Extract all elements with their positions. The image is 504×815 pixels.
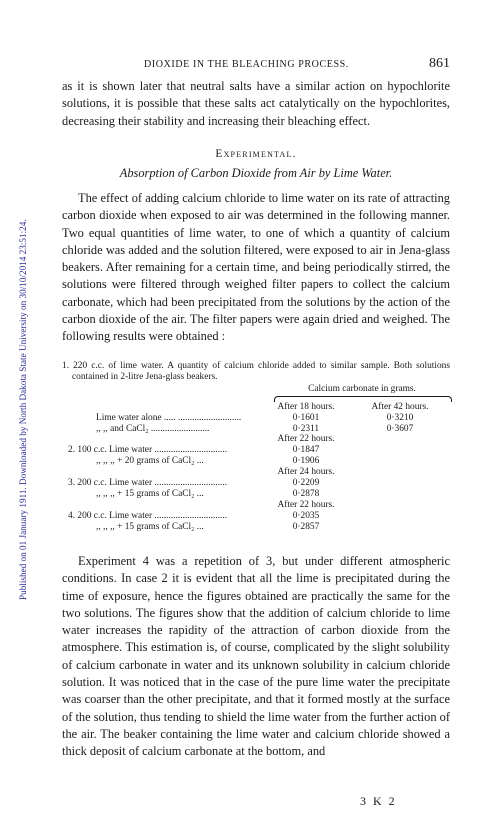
- signature-mark: 3 K 2: [360, 794, 397, 808]
- row-label: 3. 200 c.c. Lime water ...............................: [68, 477, 228, 488]
- row-label: 4. 200 c.c. Lime water ...............................: [68, 510, 228, 521]
- running-head: [62, 56, 450, 72]
- row-label: ,, ,, and CaCl₂ .........................: [96, 423, 210, 434]
- paragraph-3: Experiment 4 was a repetition of 3, but under different atmospheric conditions. In case 2 it is evident that all the lime is precipitated during the time of exposure, hence the figures obtained are practically the same for the two solutions. The figures show that the addition of calcium chloride to lime water increases the rapidity of the attraction of carbon dioxide from the atmosphere. This estimation is, of course, complicated by the slight solubility of calcium carbonate in water and its unknown solubility in calcium chloride solution. It was noticed that in the case of the pure lime water the precipitate was coarser than the other precipitate, and that it formed mostly at the surface of the solution, thus tending to shield the lime water from the further action of the air. The beaker containing the lime water and calcium chloride showed a thick deposit of calcium carbonate at the bottom, and: [62, 554, 450, 759]
- row-value: 0·2311: [292, 423, 320, 434]
- download-margin-note: [6, 80, 28, 600]
- row-value: 0·1847: [292, 445, 320, 456]
- row-value: 0·2878: [292, 488, 320, 499]
- row-label: ,, ,, ,, + 15 grams of CaCl₂ ...: [96, 488, 204, 499]
- table-row: [62, 424, 450, 435]
- row-label: ,, ,, ,, + 20 grams of CaCl₂ ...: [96, 456, 204, 467]
- section-heading: Experimental.: [215, 148, 297, 160]
- table-row: [62, 511, 450, 522]
- table-row: [62, 489, 450, 500]
- col1-period: After 18 hours.: [277, 401, 335, 412]
- row-label: Lime water alone ..... ...........................: [96, 412, 242, 423]
- unit-heading: Calcium carbonate in grams.: [308, 383, 416, 394]
- subheading: Absorption of Carbon Dioxide from Air by Lime Water.: [119, 166, 393, 180]
- exp4-period: After 22 hours.: [277, 499, 335, 510]
- paragraph-1: as it is shown later that neutral salts have a similar action on hypochlorite solutions, it is possible that these salts act catalytically on the hypochlorites, decreasing their stability and increasing their bleaching effect.: [62, 79, 450, 128]
- table-row: [62, 413, 450, 424]
- col2-period: After 42 hours.: [371, 401, 429, 412]
- row-value: 0·2035: [292, 510, 320, 521]
- table-row: [62, 478, 450, 489]
- exp3-period: After 24 hours.: [277, 467, 335, 478]
- page-number: 861: [429, 56, 450, 71]
- row-label: ,, ,, ,, + 15 grams of CaCl₂ ...: [96, 521, 204, 532]
- row-value: 0·1906: [292, 456, 320, 467]
- row-label: 2. 100 c.c. Lime water ...............................: [68, 445, 228, 456]
- results-table: [62, 361, 450, 532]
- table-row: [62, 456, 450, 467]
- row-value: 0·3210: [386, 412, 414, 423]
- row-value: 0·2209: [292, 477, 320, 488]
- table-row: [62, 445, 450, 456]
- row-value: 0·1601: [292, 412, 320, 423]
- paragraph-2: The effect of adding calcium chloride to lime water on its rate of attracting carbon dioxide when exposed to air was determined in the following manner. Two equal quantities of lime water, to one of which a quantity of calcium chloride was added and the solution filtered, were exposed to air in Jena-glass beakers. After remaining for a certain time, and being periodically stirred, the solutions were filtered through weighed filter papers to collect the calcium carbonate, which had been precipitated from the solutions by the action of the carbon dioxide of the air. The filter papers were again dried and weighed. The following results were obtained :: [62, 191, 450, 344]
- row-value: 0·3607: [386, 423, 414, 434]
- row-value: 0·2857: [292, 521, 320, 532]
- exp2-period: After 22 hours.: [277, 434, 335, 445]
- table-intro: 1. 220 c.c. of lime water. A quantity of calcium chloride added to similar sample. Both solutions contained in 2-litre Jena-glass beakers.: [62, 361, 450, 382]
- table-row: [62, 522, 450, 533]
- margin-note-text: Published on 01 January 1911. Downloaded by North Dakota State University on 30/10/2014 23:51:24.: [18, 219, 28, 600]
- period-row-1: [62, 402, 450, 413]
- running-head-title: DIOXIDE IN THE BLEACHING PROCESS.: [144, 59, 349, 70]
